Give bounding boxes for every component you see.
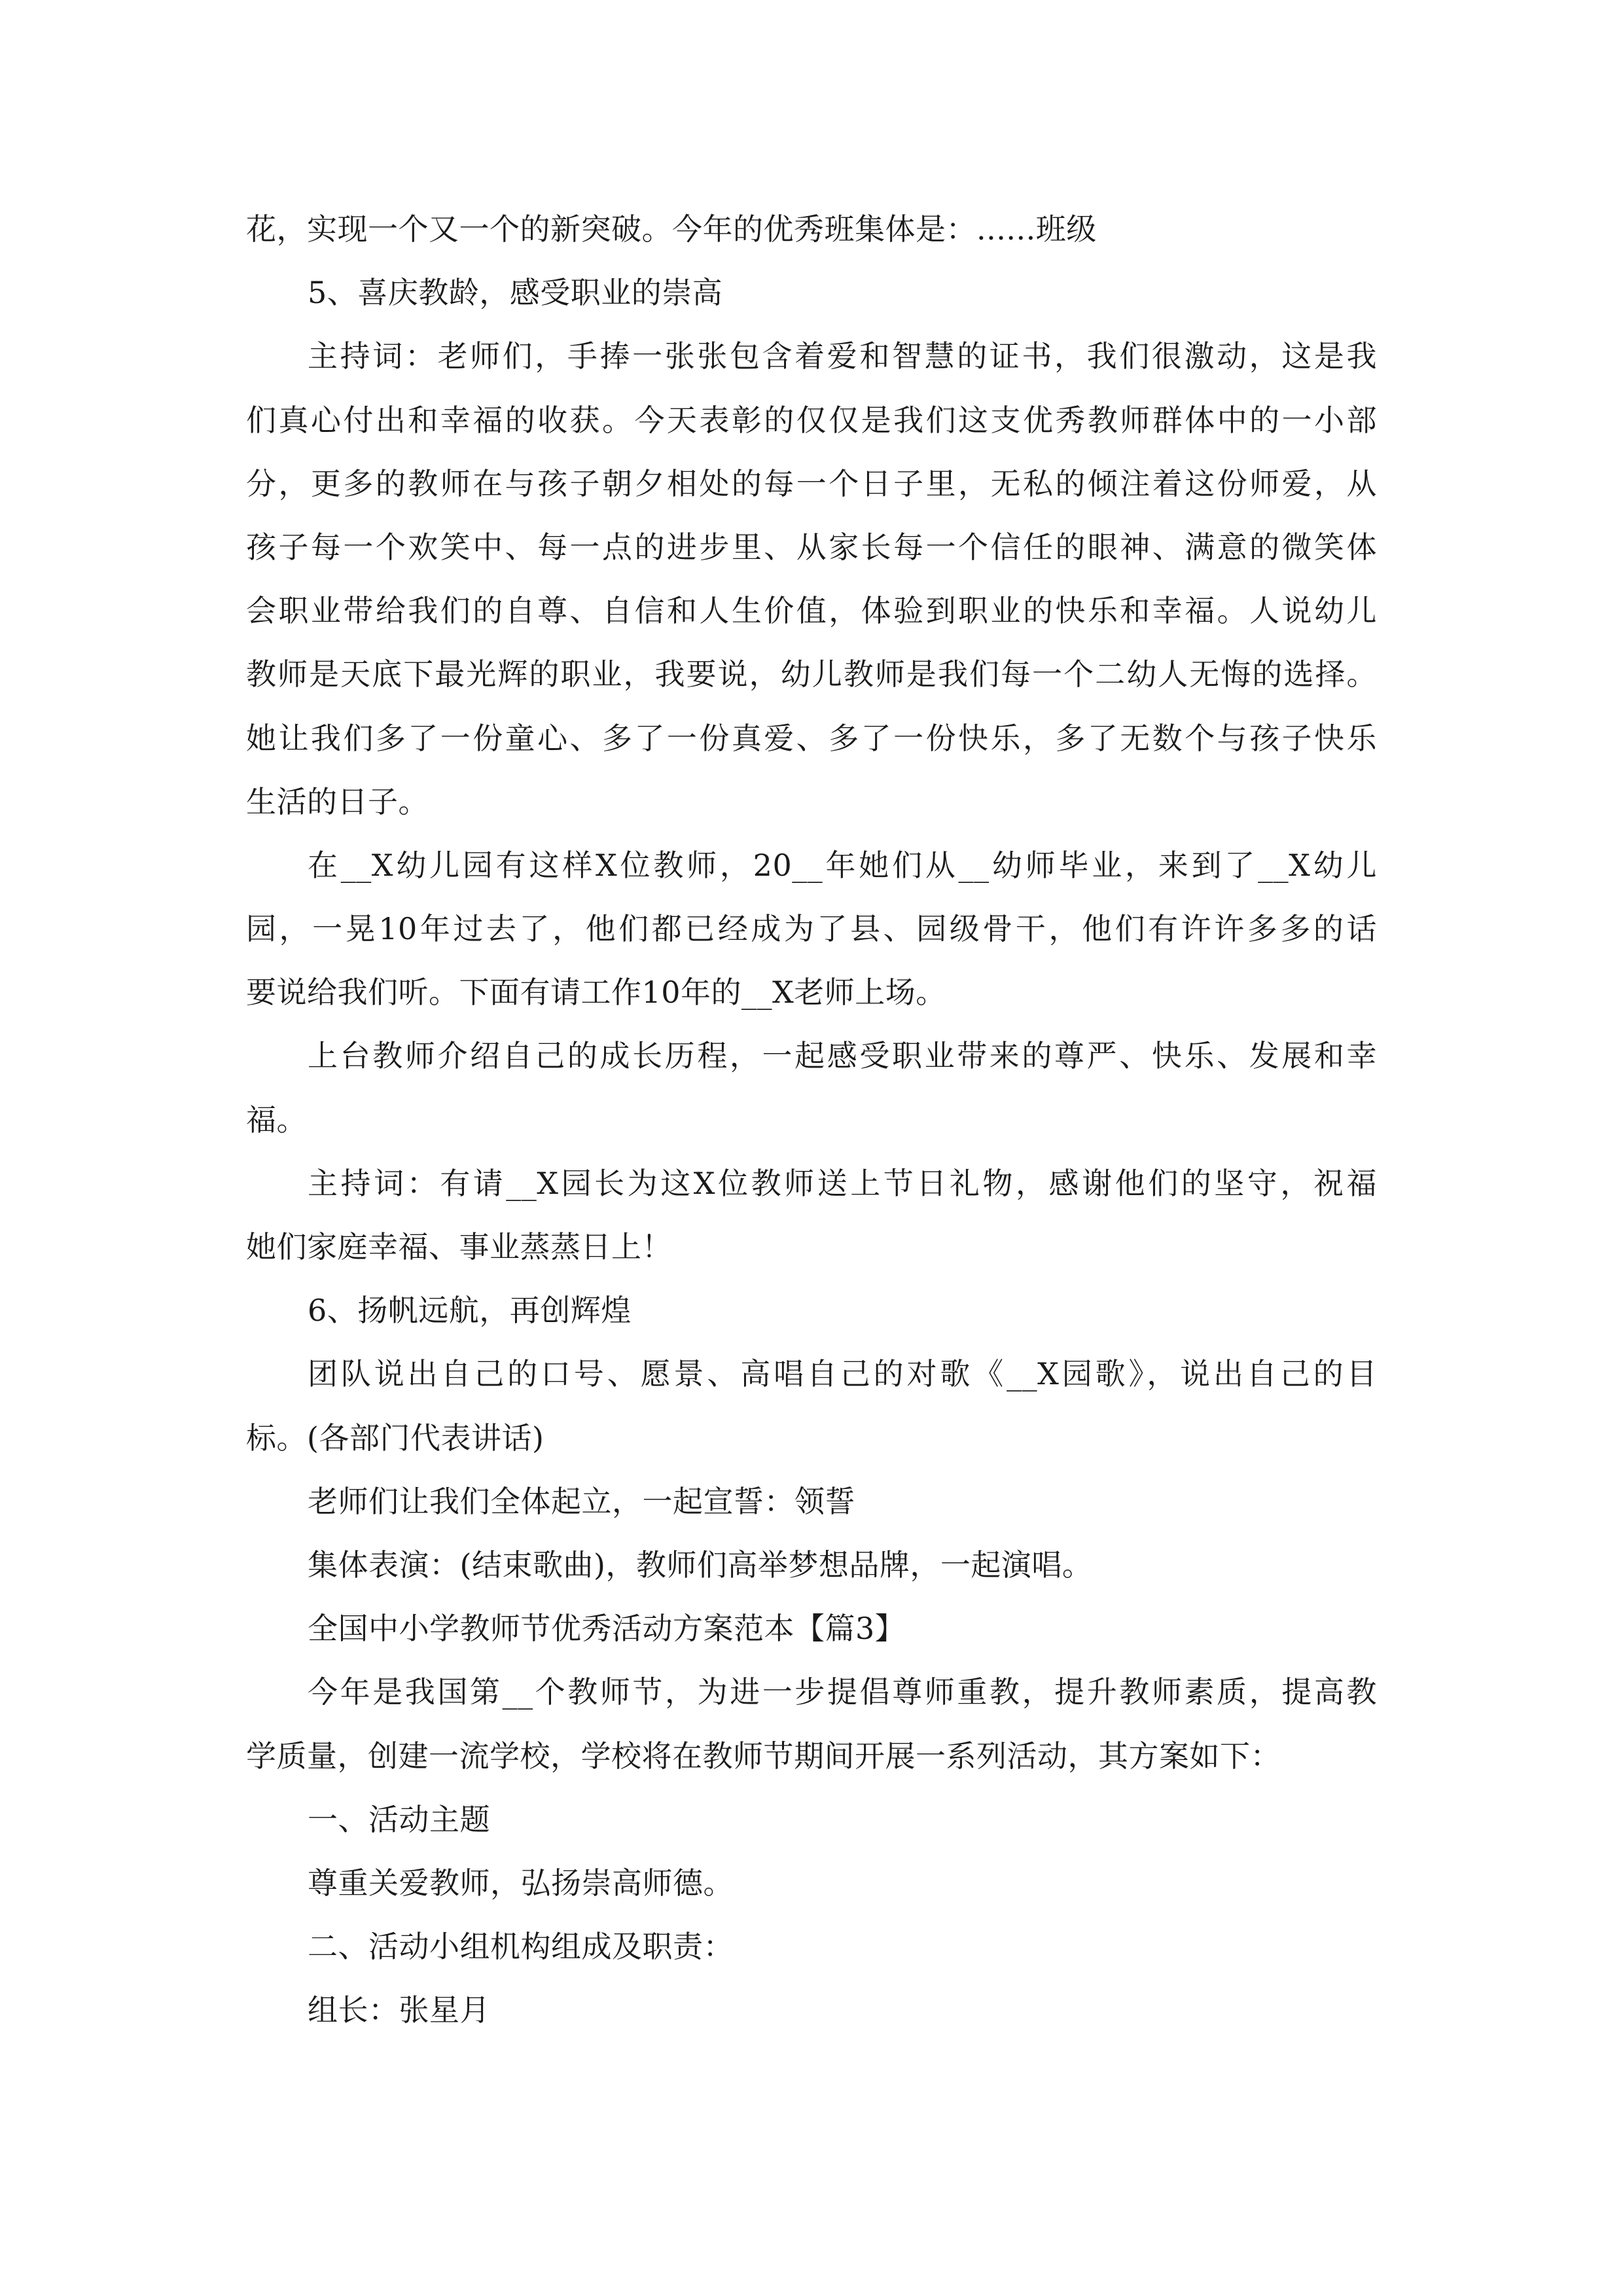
text-line: 今年是我国第__个教师节，为进一步提倡尊师重教，提升教师素质，提高教 [308,1674,1377,1710]
text-line: 她让我们多了一份童心、多了一份真爱、多了一份快乐，多了无数个与孩子快乐 [246,720,1377,756]
text-line: 她们家庭幸福、事业蒸蒸日上！ [246,1229,672,1265]
text-line: 会职业带给我们的自尊、自信和人生价值，体验到职业的快乐和幸福。人说幼儿 [246,593,1377,629]
text-line: 主持词：有请__X园长为这X位教师送上节日礼物，感谢他们的坚守，祝福 [308,1165,1377,1201]
text-line: 主持词：老师们，手捧一张张包含着爱和智慧的证书，我们很激动，这是我 [308,338,1377,374]
text-line: 标。(各部门代表讲话) [246,1420,544,1456]
text-line: 全国中小学教师节优秀活动方案范本【篇3】 [308,1611,906,1647]
text-line: 学质量，创建一流学校，学校将在教师节期间开展一系列活动，其方案如下： [246,1738,1281,1774]
text-line: 孩子每一个欢笑中、每一点的进步里、从家长每一个信任的眼神、满意的微笑体 [246,529,1377,565]
text-line: 组长：张星月 [308,1992,490,2028]
text-line: 团队说出自己的口号、愿景、高唱自己的对歌《__X园歌》，说出自己的目 [308,1356,1377,1392]
text-line: 一、活动主题 [308,1801,490,1837]
document-body [246,198,1377,2042]
text-line: 生活的日子。 [246,783,429,819]
text-line: 集体表演：(结束歌曲)，教师们高举梦想品牌，一起演唱。 [308,1547,1093,1583]
text-line: 在__X幼儿园有这样X位教师，20__年她们从__幼师毕业，来到了__X幼儿 [308,847,1377,883]
text-line: 6、扬帆远航，再创辉煌 [308,1293,632,1329]
text-line: 老师们让我们全体起立，一起宣誓：领誓 [308,1483,855,1519]
text-line: 园，一晃10年过去了，他们都已经成为了县、园级骨干，他们有许许多多的话 [246,911,1377,947]
text-line: 上台教师介绍自己的成长历程，一起感受职业带来的尊严、快乐、发展和幸 [308,1038,1377,1074]
text-line: 福。 [246,1102,307,1138]
text-line: 二、活动小组机构组成及职责： [308,1929,734,1965]
text-line: 们真心付出和幸福的收获。今天表彰的仅仅是我们这支优秀教师群体中的一小部 [246,402,1377,438]
text-line: 教师是天底下最光辉的职业，我要说，幼儿教师是我们每一个二幼人无悔的选择。 [246,656,1377,692]
text-line: 花，实现一个又一个的新突破。今年的优秀班集体是：......班级 [246,211,1097,247]
text-line: 分，更多的教师在与孩子朝夕相处的每一个日子里，无私的倾注着这份师爱，从 [246,465,1377,501]
text-line: 要说给我们听。下面有请工作10年的__X老师上场。 [246,975,946,1011]
text-line: 尊重关爱教师，弘扬崇高师德。 [308,1865,734,1901]
text-line: 5、喜庆教龄，感受职业的崇高 [308,275,723,311]
